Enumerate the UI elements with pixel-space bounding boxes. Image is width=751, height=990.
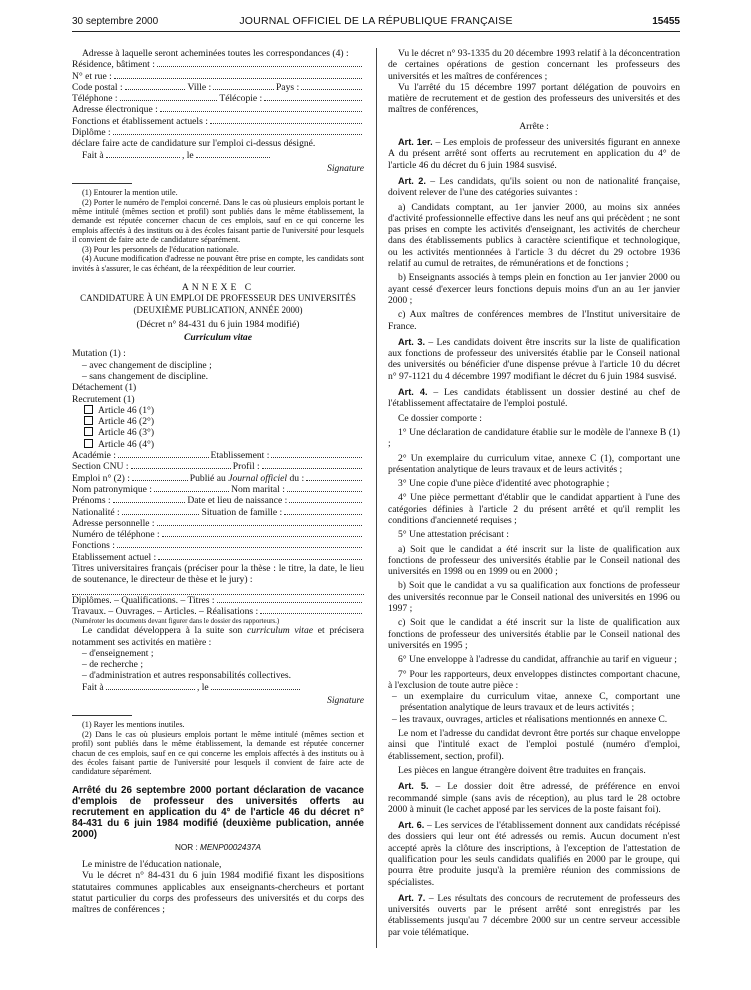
cv-article-4: Article 46 (4°) xyxy=(72,439,364,450)
form-street-line: N° et rue : xyxy=(72,71,364,82)
cv-travaux-line: Travaux. – Ouvrages. – Articles. – Réalisations : xyxy=(72,606,364,617)
translation-note: Les pièces en langue étrangère doivent être traduites en français. xyxy=(398,764,646,776)
cv-diplomes-line: Diplômes. – Qualifications. – Titres : xyxy=(72,595,364,606)
checkbox-article-4[interactable] xyxy=(84,439,93,448)
form-address-intro: Adresse à laquelle seront acheminées toutes les correspondances (4) : xyxy=(82,48,349,59)
cv-prenoms-line: Prénoms : Date et lieu de naissance : xyxy=(72,495,364,506)
dossier-item-3: 3° Une copie d'une pièce d'identité avec photographie ; xyxy=(398,478,610,490)
cv-fonctions-line: Fonctions : xyxy=(72,540,364,551)
header-rule xyxy=(72,31,680,32)
page-header xyxy=(72,14,680,30)
article-2-b: b) Enseignants associés à temps plein en fonction au 1er janvier 2000 ou ayant cessé d'exercer leurs fonctions depuis moins d'un an au 1er janvier 2000 ; xyxy=(388,272,680,306)
issue-date: 30 septembre 2000 xyxy=(72,16,159,27)
cv-mutation-option-1: – avec changement de discipline ; xyxy=(82,359,212,371)
cv-activity-1: – d'enseignement ; xyxy=(82,647,154,659)
dossier-item-5-c: c) Soit que le candidat a été inscrit sur la liste de qualification aux fonctions de professeur des universités établie par le Conseil national des universités en 1995 ; xyxy=(388,617,680,651)
form-declaration: déclare faire acte de candidature sur l'emploi ci-dessus désigné. xyxy=(72,138,316,150)
journal-title: JOURNAL OFFICIEL DE LA RÉPUBLIQUE FRANÇAISE xyxy=(239,15,513,27)
checkbox-article-2[interactable] xyxy=(84,416,93,425)
vu-decret-93-1335: Vu le décret n° 93-1335 du 20 décembre 1993 relatif à la déconcentration de certaines opérations de gestion concernant les professeurs des universités et les maîtres de conférences ; xyxy=(388,48,680,82)
cv-mutation-option-2: – sans changement de discipline. xyxy=(82,371,209,382)
cv-academie-line: Académie : Etablissement : xyxy=(72,450,364,461)
dossier-item-1: 1° Une déclaration de candidature établie sur le modèle de l'annexe B (1) ; xyxy=(388,426,680,450)
cv-article-2: Article 46 (2°) xyxy=(72,416,364,427)
cv-nationalite-line: Nationalité : Situation de famille : xyxy=(72,507,364,518)
dossier-item-7-a: – un exemplaire du curriculum vitae, annexe C, comportant une présentation analytique de leurs travaux et de leurs activités ; xyxy=(392,691,680,714)
article-2: Art. 2. – Les candidats, qu'ils soient ou non de nationalité française, doivent relever de l'une des catégories suivantes : xyxy=(388,175,680,199)
arrete-title: Arrêté du 26 septembre 2000 portant déclaration de vacance d'emplois de professeur des universités offerts au recrutement en application du 4° de l'article 46 du décret n° 84-431 du 6 juin 1984 modifié (deuxième publication, année 2000) xyxy=(72,784,364,840)
cv-numeroter-note: (Numéroter les documents devant figurer dans le dossier des rapporteurs.) xyxy=(72,617,280,626)
article-6: Art. 6. – Les services de l'établissement donnent aux candidats récépissé des dossiers qui leur ont été adressés ou remis. Aucun document n'est accepté après la clôture des inscriptions, à l'exception de l'attestation de qualification pour les seuls candidats qualifiés en 2000 par le groupe, qui pourra être produite jusqu'à la première réunion des commissions de spécialistes. xyxy=(388,820,680,888)
article-7: Art. 7. – Les résultats des concours de recrutement de professeurs des universités ouverts par le présent arrêté sont enregistrés par les établissements jusqu'au 7 décembre 2000 sur un centre serveur accessible par voie télématique. xyxy=(388,892,681,938)
article-4: Art. 4. – Les candidats établissent un dossier destiné au chef de l'établissement affectataire de l'emploi postulé. xyxy=(388,387,680,410)
dossier-intro: Ce dossier comporte : xyxy=(398,412,482,424)
cv-etab-actuel-line: Etablissement actuel : xyxy=(72,552,364,563)
dossier-item-6: 6° Une enveloppe à l'adresse du candidat, affranchie au tarif en vigueur ; xyxy=(398,654,677,666)
cv-titres-blank-line xyxy=(72,586,364,595)
arrete-label: Arrête : xyxy=(519,120,549,132)
annexe-title: ANNEXE C xyxy=(181,281,255,293)
form-functions-line: Fonctions et établissement actuels : xyxy=(72,116,364,127)
envelope-instructions: Le nom et l'adresse du candidat devront être portés sur chaque enveloppe ainsi que l'intitulé exact de l'emploi postulé (numéro d'emploi, établissement, section, profil). xyxy=(388,728,680,762)
left-column xyxy=(72,48,364,916)
article-3: Art. 3. – Les candidats doivent être inscrits sur la liste de qualification aux fonctions de professeur des universités établie par le Conseil national des universités ou bénéficier d'une dispense prévue à l'article 10 du décret n° 97-1121 du 4 décembre 1997 modifiant le décret du 6 juin 1984 susvisé. xyxy=(388,336,680,382)
cv-tel-line: Numéro de téléphone : xyxy=(72,529,364,540)
footnote-separator-2 xyxy=(72,715,132,716)
cv-signature: Signature xyxy=(327,695,364,707)
cv-titres: Titres universitaires français (préciser pour la thèse : le titre, la date, le lieu de soutenance, le directeur de thèse et le jury) : xyxy=(72,563,364,586)
cv-article-3: Article 46 (3°) xyxy=(72,427,364,438)
annexe-subtitle-2: (DEUXIÈME PUBLICATION, ANNÉE 2000) xyxy=(133,304,303,315)
dossier-item-7: 7° Pour les rapporteurs, deux enveloppes distinctes comportant chacune, à l'exclusion de toute autre pièce : xyxy=(388,668,680,691)
article-1: Art. 1er. – Les emplois de professeur des universités figurant en annexe A du présent arrêté sont offerts au recrutement en application du 4° de l'article 46 du décret du 6 juin 1984 susvisé. xyxy=(388,137,680,171)
cv-section-line: Section CNU : Profil : xyxy=(72,461,364,472)
dossier-item-5-b: b) Soit que le candidat a vu sa qualification aux fonctions de professeur des universités reconnue par le Conseil national des universités en 1996 ou 1997 ; xyxy=(388,580,680,615)
cv-activity-3: – d'administration et autres responsabilités collectives. xyxy=(82,670,292,682)
page-number: 15455 xyxy=(652,16,680,27)
footnote-top-2: (2) Porter le numéro de l'emploi concerné. Dans le cas où plusieurs emplois portant le même intitulé (mêmes section et profil) sont publiés dans le même établissement, la demande est réputée concerner chacun de ces emplois, sauf en ce qui concerne les emplois affectés à des instituts ou à des écoles faisant partie de l'université pour lesquels il convient de faire acte de candidature séparément. xyxy=(72,197,364,245)
form-diploma-line: Diplôme : xyxy=(72,127,364,138)
dossier-item-2: 2° Un exemplaire du curriculum vitae, annexe C (1), comportant une présentation analytique de leurs travaux et de leurs activités ; xyxy=(388,452,680,475)
minister-line: Le ministre de l'éducation nationale, xyxy=(82,859,222,871)
form-phone-line: Téléphone : Télécopie : xyxy=(72,93,364,104)
vu-decret-84-431: Vu le décret n° 84-431 du 6 juin 1984 modifié fixant les dispositions statutaires communes applicables aux enseignants-chercheurs et portant statut particulier du corps des professeurs des universités et du corps des maîtres de conférences ; xyxy=(72,870,364,916)
footnote-bottom-1: (1) Rayer les mentions inutiles. xyxy=(82,720,185,730)
footnote-top-3: (3) Pour les personnels de l'éducation nationale. xyxy=(82,244,239,254)
cv-adresse-line: Adresse personnelle : xyxy=(72,518,364,529)
dossier-item-5: 5° Une attestation précisant : xyxy=(398,529,509,541)
annexe-subtitle-1: CANDIDATURE À UN EMPLOI DE PROFESSEUR DES UNIVERSITÉS xyxy=(80,293,356,304)
cv-mutation: Mutation (1) : xyxy=(72,348,126,360)
footnote-top-4: (4) Aucune modification d'adresse ne pouvant être prise en compte, les candidats sont invités à s'assurer, le cas échéant, de la réexpédition de leur courrier. xyxy=(72,254,364,273)
footnote-top-1: (1) Entourer la mention utile. xyxy=(82,188,178,198)
form-residence-line: Résidence, bâtiment : xyxy=(72,59,364,70)
form-done-line: Fait à , le xyxy=(72,150,272,161)
dossier-item-4: 4° Une pièce permettant d'établir que le candidat appartient à l'une des catégories définies à l'article 2 du présent arrêté et qu'il remplit les conditions d'ancienneté requises ; xyxy=(388,492,680,526)
form-signature: Signature xyxy=(327,162,364,174)
cv-emploi-line: Emploi n° (2) : Publié au Journal officiel du : xyxy=(72,473,364,484)
dossier-item-5-a: a) Soit que le candidat a été inscrit sur la liste de qualification aux fonctions de professeur des universités établie par le Conseil national des universités en 1998 ou en 1999 ou en 2000 ; xyxy=(388,543,680,578)
checkbox-article-3[interactable] xyxy=(84,427,93,436)
cv-developpera: Le candidat développera à la suite son curriculum vitae et précisera notamment ses activités en matière : xyxy=(72,625,364,648)
checkbox-article-1[interactable] xyxy=(84,405,93,414)
cv-article-1: Article 46 (1°) xyxy=(72,405,364,416)
column-divider xyxy=(376,48,377,948)
form-postal-line: Code postal : Ville : Pays : xyxy=(72,82,364,93)
cv-detachement: Détachement (1) xyxy=(72,382,137,394)
form-email-line: Adresse électronique : xyxy=(72,104,364,115)
footnote-bottom-2: (2) Dans le cas où plusieurs emplois portant le même intitulé (mêmes section et profil) sont publiés dans le même établissement, la demande est réputée concerner chacun de ces emplois, sauf en ce qui concerne les emplois affectés à des instituts ou à des écoles faisant partie de l'université pour lesquels il convient de faire acte de candidature séparément. xyxy=(72,729,364,777)
cv-recrutement: Recrutement (1) xyxy=(72,393,135,405)
article-2-a: a) Candidats comptant, au 1er janvier 2000, au moins six années d'activité professionnelle effective dans les neuf ans qui précèdent ; ne sont pas prises en compte les activités d'enseignant, les activités de chercheur dans des établissements publics à caractère scientifique et technologique, ou les activités mentionnées à l'article 3 du décret du 29 octobre 1936 relatif au cumul de retraites, de rémunérations et de fonctions ; xyxy=(388,201,680,270)
footnote-separator xyxy=(72,183,132,184)
cv-activity-2: – de recherche ; xyxy=(82,659,143,671)
nor-reference: NOR : MENP0002437A xyxy=(174,842,262,852)
article-5: Art. 5. – Le dossier doit être adressé, de préférence en envoi recommandé simple (sans avis de réception), au plus tard le 28 octobre 2000 à minuit (le cachet apposé par les services de la poste faisant foi). xyxy=(388,781,680,815)
curriculum-vitae-heading: Curriculum vitae xyxy=(184,332,252,344)
cv-done-line: Fait à , le xyxy=(72,682,302,693)
right-column xyxy=(388,48,680,938)
cv-nom-line: Nom patronymique : Nom marital : xyxy=(72,484,364,495)
dossier-item-7-b: – les travaux, ouvrages, articles et réalisations mentionnés en annexe C. xyxy=(392,713,668,725)
annexe-decree: (Décret n° 84-431 du 6 juin 1984 modifié) xyxy=(136,318,300,330)
article-2-c: c) Aux maîtres de conférences membres de l'Institut universitaire de France. xyxy=(388,309,680,332)
vu-arrete-1997: Vu l'arrêté du 15 décembre 1997 portant délégation de pouvoirs en matière de recrutement et de gestion des professeurs des universités et des maîtres de conférences, xyxy=(388,81,680,116)
